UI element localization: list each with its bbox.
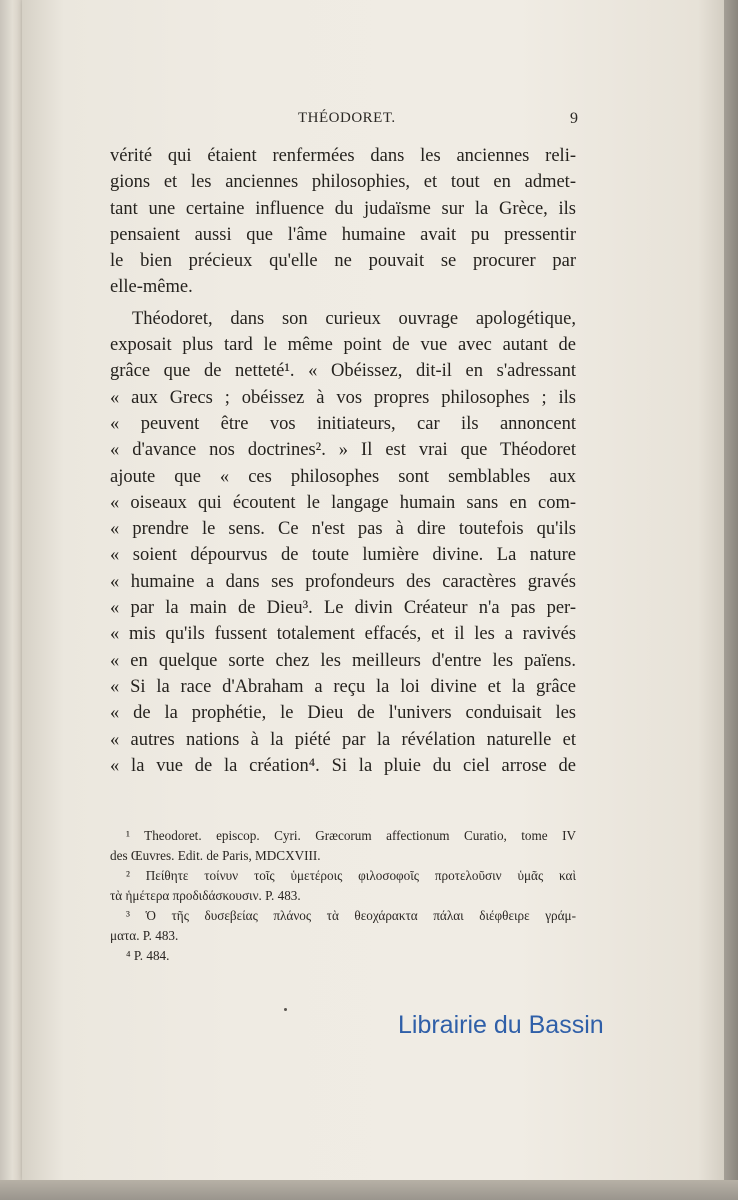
footnote-3: ³ Ὁ τῆς δυσεβείας πλάνος τὰ θεοχάρακτα πάλαι διέφθειρε γράμ- xyxy=(126,908,576,923)
paper-speck xyxy=(284,1008,287,1011)
text-line: vérité qui étaient renfermées dans les anciennes reli- xyxy=(110,146,576,166)
footnote-2: ² Πείθητε τοίνυν τοῖς ὑμετέροις φιλοσοφοῖς προτελοῦσιν ὑμᾶς καὶ xyxy=(126,868,576,883)
text-line: gions et les anciennes philosophies, et tout en admet- xyxy=(110,172,576,193)
text-line: le bien précieux qu'elle ne pouvait se procurer par xyxy=(110,251,576,272)
page-right-edge xyxy=(724,0,738,1200)
footnotes xyxy=(110,826,576,966)
text-line: « humaine a dans ses profondeurs des caractères gravés xyxy=(110,571,576,592)
text-line: « soient dépourvus de toute lumière divine. La nature xyxy=(110,545,576,566)
footnote-2-cont: τὰ ἡμέτερα προδιδάσκουσιν. P. 483. xyxy=(110,888,301,903)
footnote-1: ¹ Theodoret. episcop. Cyri. Græcorum affectionum Curatio, tome IV xyxy=(126,828,576,843)
footnote-1-cont: des Œuvres. Edit. de Paris, MDCXVIII. xyxy=(110,848,321,863)
text-line: exposait plus tard le même point de vue avec autant de xyxy=(110,335,576,356)
text-line: « prendre le sens. Ce n'est pas à dire toutefois qu'ils xyxy=(110,519,576,540)
text-line: « autres nations à la piété par la révélation naturelle et xyxy=(110,729,576,750)
footnote-3-cont: ματα. P. 483. xyxy=(110,928,179,943)
text-line: « par la main de Dieu³. Le divin Créateur n'a pas per- xyxy=(110,598,576,619)
text-line: « Si la race d'Abraham a reçu la loi divine et la grâce xyxy=(110,676,576,697)
text-line: tant une certaine influence du judaïsme sur la Grèce, ils xyxy=(110,198,576,219)
text-line: elle-même. xyxy=(110,277,193,298)
text-line: ajoute que « ces philosophes sont semblables aux xyxy=(110,466,576,487)
running-header xyxy=(110,110,578,132)
watermark: Librairie du Bassin xyxy=(398,1011,604,1039)
running-title: THÉODORET. xyxy=(298,110,396,126)
page-bottom-edge xyxy=(0,1180,738,1200)
page-number: 9 xyxy=(570,110,578,127)
text-line: Théodoret, dans son curieux ouvrage apologétique, xyxy=(132,308,576,329)
body-text xyxy=(110,143,576,779)
text-line: « d'avance nos doctrines². » Il est vrai que Théodoret xyxy=(110,440,576,461)
text-line: « mis qu'ils fussent totalement effacés, et il les a ravivés xyxy=(110,624,576,645)
text-line: « oiseaux qui écoutent le langage humain sans en com- xyxy=(110,492,576,513)
text-line: « aux Grecs ; obéissez à vos propres philosophes ; ils xyxy=(110,387,576,408)
text-line: « en quelque sorte chez les meilleurs d'entre les païens. xyxy=(110,650,576,671)
text-line: « peuvent être vos initiateurs, car ils annoncent xyxy=(110,413,576,434)
text-line: « la vue de la création⁴. Si la pluie du ciel arrose de xyxy=(110,755,576,776)
text-line: « de la prophétie, le Dieu de l'univers conduisait les xyxy=(110,703,576,724)
text-line: grâce que de netteté¹. « Obéissez, dit-il en s'adressant xyxy=(110,361,576,382)
footnote-4: ⁴ P. 484. xyxy=(126,948,170,963)
text-line: pensaient aussi que l'âme humaine avait pu pressentir xyxy=(110,224,576,245)
